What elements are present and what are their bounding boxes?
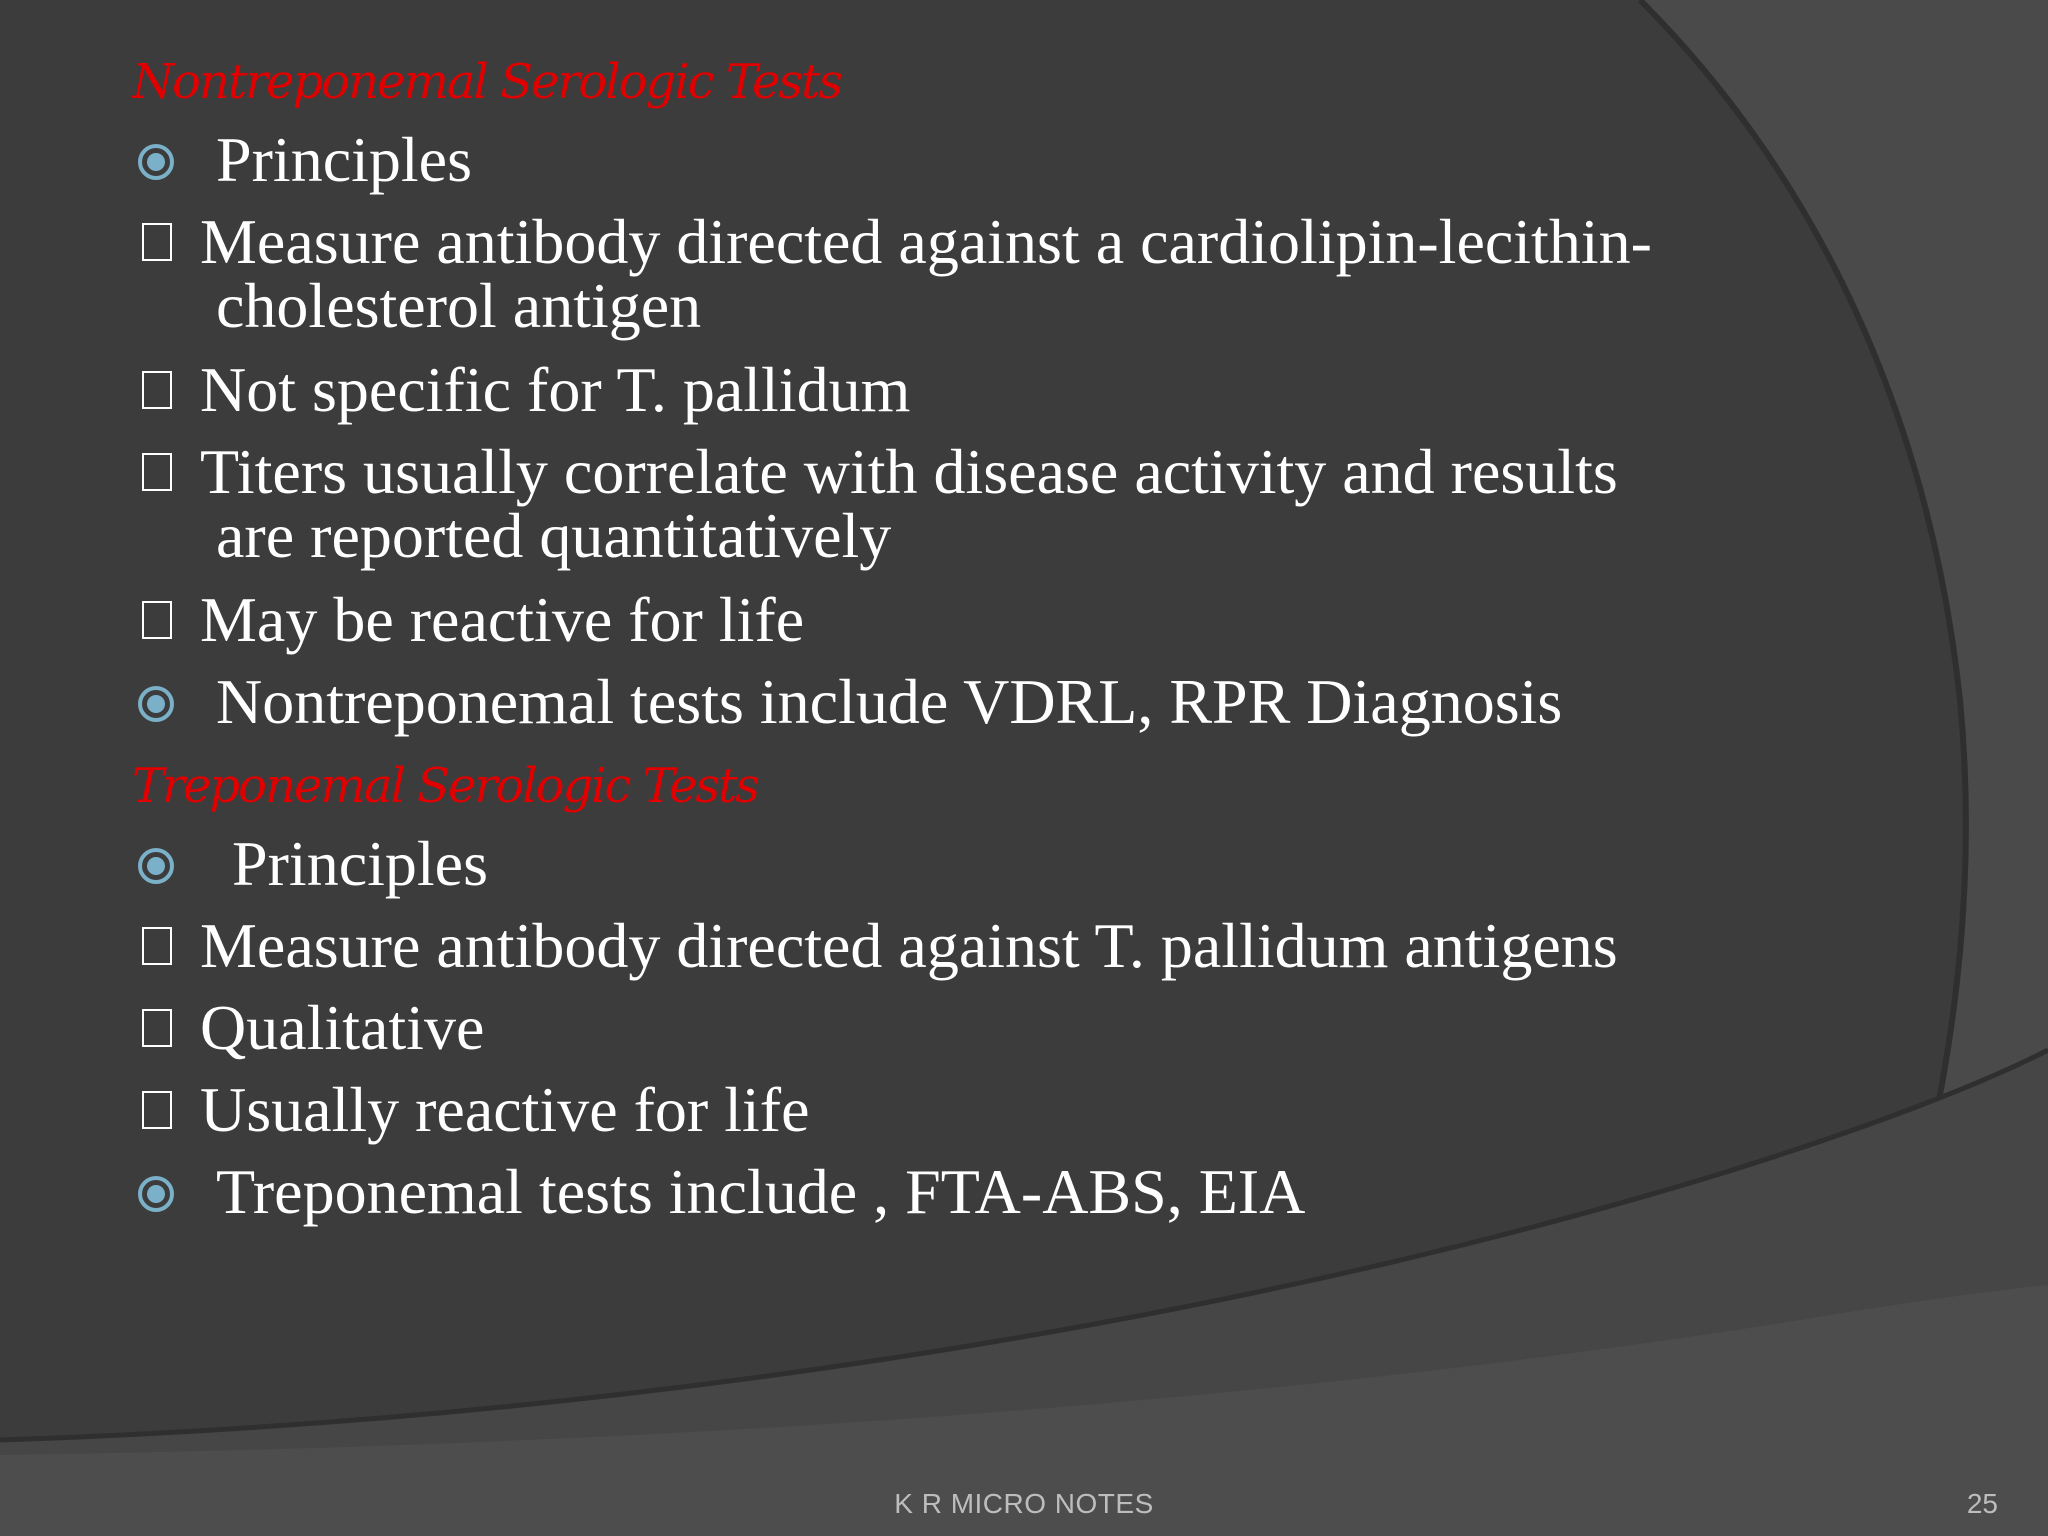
- bullet-text: Titers usually correlate with disease activity and results: [200, 436, 1618, 507]
- bullet-text: Qualitative: [200, 992, 485, 1063]
- square-box-icon: [142, 1009, 172, 1047]
- footer-text: K R MICRO NOTES: [894, 1488, 1154, 1519]
- section-heading-treponemal: Treponemal Serologic Tests: [132, 758, 758, 814]
- square-box-icon: [142, 371, 172, 409]
- nontreponemal-tests-summary: Nontreponemal tests include VDRL, RPR Diagnosis: [216, 666, 1563, 737]
- principles-label-2: Principles: [232, 828, 488, 899]
- bullet-text: Measure antibody directed against T. pallidum antigens: [200, 910, 1618, 981]
- section-heading-nontreponemal: Nontreponemal Serologic Tests: [132, 54, 841, 110]
- square-box-icon: [142, 601, 172, 639]
- square-box-icon: [142, 927, 172, 965]
- bullet-text: Not specific for T. pallidum: [200, 354, 911, 425]
- target-circle-icon: [136, 1174, 176, 1214]
- target-circle-icon: [136, 142, 176, 182]
- bullet-text: Usually reactive for life: [200, 1074, 810, 1145]
- principles-label-1: Principles: [216, 124, 472, 195]
- bullet-text: May be reactive for life: [200, 584, 805, 655]
- target-circle-icon: [136, 684, 176, 724]
- bullet-text-continuation: are reported quantitatively: [216, 500, 892, 571]
- square-box-icon: [142, 223, 172, 261]
- bullet-text: Measure antibody directed against a cardiolipin-lecithin-: [200, 206, 1652, 277]
- bullet-text-continuation: cholesterol antigen: [216, 270, 702, 341]
- page-number: 25: [1966, 1488, 1998, 1519]
- square-box-icon: [142, 453, 172, 491]
- target-circle-icon: [136, 846, 176, 886]
- treponemal-tests-summary: Treponemal tests include , FTA-ABS, EIA: [216, 1156, 1306, 1227]
- square-box-icon: [142, 1091, 172, 1129]
